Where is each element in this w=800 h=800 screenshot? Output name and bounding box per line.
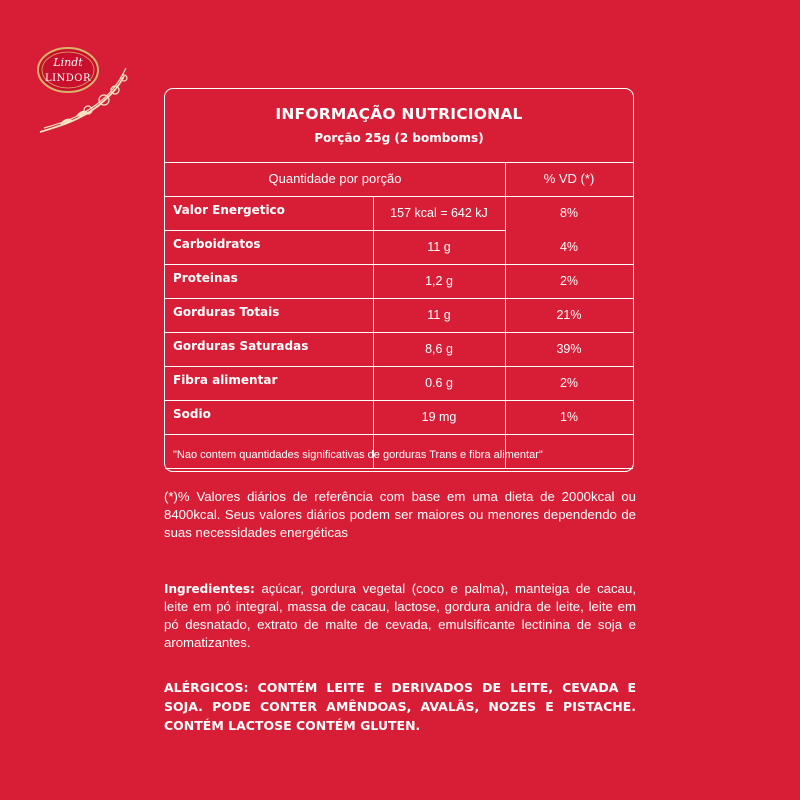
logo-product-text: LINDOR bbox=[44, 73, 92, 84]
logo-brand-text: Lindt bbox=[53, 56, 83, 69]
nutrient-amount: 19 mg bbox=[421, 410, 457, 424]
nutrient-label: Sodio bbox=[173, 407, 211, 421]
nutrient-label: Valor Energetico bbox=[173, 203, 285, 217]
table-divider bbox=[165, 434, 633, 435]
allergens-warning: ALÉRGICOS: CONTÉM LEITE E DERIVADOS DE LEITE, CEVADA E SOJA. PODE CONTER AMÊNDOAS, AVALÃS, NOZES E PISTACHE. CONTÉM LACTOSE CONTÉM GLUTEN. bbox=[164, 680, 636, 733]
header-daily-value: % VD (*) bbox=[543, 171, 595, 186]
panel-title: INFORMAÇÃO NUTRICIONAL bbox=[275, 105, 523, 123]
nutrient-label: Fibra alimentar bbox=[173, 373, 278, 387]
header-quantity: Quantidade por porção bbox=[268, 171, 402, 186]
ingredients-section bbox=[164, 580, 636, 652]
nutrient-daily-value: 2% bbox=[559, 274, 579, 288]
nutrient-amount: 11 g bbox=[427, 240, 451, 254]
nutrient-amount: 11 g bbox=[427, 308, 451, 322]
nutrient-daily-value: 21% bbox=[556, 308, 582, 322]
nutrient-amount: 8,6 g bbox=[425, 342, 453, 356]
nutrition-facts-panel bbox=[164, 88, 634, 472]
nutrient-daily-value: 8% bbox=[559, 206, 579, 220]
ingredients-text: açúcar, gordura vegetal (coco e palma), manteiga de cacau, leite em pó integral, massa de cacau, lactose, gordura anidra de leite, leite em pó desnatado, extrato de malte de cevada, emulsificante lectinina de soja e aromatizantes. bbox=[164, 581, 636, 650]
nutrient-label: Carboidratos bbox=[173, 237, 261, 251]
nutrient-daily-value: 2% bbox=[559, 376, 579, 390]
nutrient-daily-value: 39% bbox=[556, 342, 582, 356]
nutrient-label: Gorduras Saturadas bbox=[173, 339, 309, 353]
logo-emblem-icon bbox=[20, 28, 140, 140]
nutrient-amount: 1,2 g bbox=[425, 274, 453, 288]
serving-size: Porção 25g (2 bomboms) bbox=[314, 131, 484, 145]
lindt-lindor-logo bbox=[20, 28, 140, 140]
ingredients-label: Ingredientes: bbox=[164, 582, 255, 596]
nutrient-amount: 0.6 g bbox=[425, 376, 453, 390]
nutrient-amount: 157 kcal = 642 kJ bbox=[390, 206, 488, 220]
nutrient-label: Gorduras Totais bbox=[173, 305, 280, 319]
daily-value-footnote: (*)% Valores diários de referência com base em uma dieta de 2000kcal ou 8400kcal. Seus valores diários podem ser maiores ou menores dependendo de suas necessidades energéticas bbox=[164, 489, 636, 540]
trans-fat-note: "Nao contem quantidades significativas de gorduras Trans e fibra alimentar" bbox=[173, 449, 543, 461]
nutrient-daily-value: 1% bbox=[559, 410, 579, 424]
nutrient-daily-value: 4% bbox=[559, 240, 579, 254]
nutrient-label: Proteinas bbox=[173, 271, 238, 285]
